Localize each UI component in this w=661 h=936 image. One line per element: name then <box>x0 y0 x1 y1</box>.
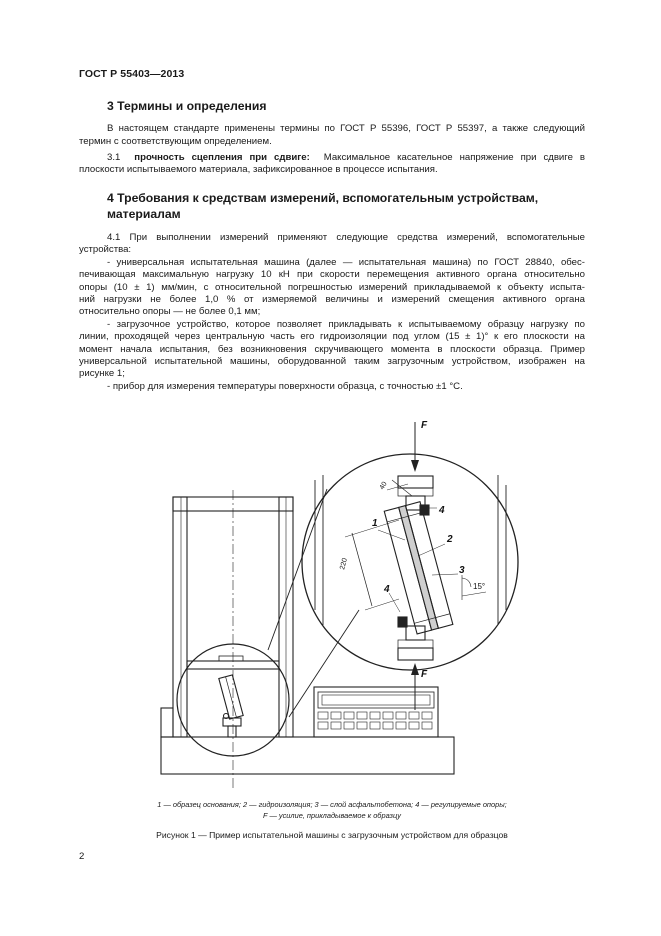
figure-title: Рисунок 1 — Пример испытательной машины с загрузочным устройством для образцов <box>156 830 508 840</box>
s4-line-11: универсальной испытательной машины, оборудованной таким загрузочным устройством, изображен на <box>79 356 585 367</box>
s4-line-5: опоры (10 ± 1) мм/мин, с относительной погрешностью измерений прикладываемой к объекту испыта- <box>79 282 585 293</box>
s4-line-10: момент начала испытания, без возникновения скручивающего момента в плоскости образца. Пример <box>79 344 585 355</box>
callout-2: 2 <box>447 534 453 545</box>
s4-line-1: 4.1 При выполнении измерений применяют следующие средства измерений, вспомогательные <box>107 232 585 243</box>
dim-220: 220 <box>339 557 349 571</box>
section-3-intro-line-1: В настоящем стандарте применены термины по ГОСТ Р 55396, ГОСТ Р 55397, а также следующий <box>107 123 585 134</box>
term-name: прочность сцепления при сдвиге: <box>134 152 310 163</box>
s4-line-12: рисунке 1; <box>79 368 125 379</box>
page-number: 2 <box>79 851 85 862</box>
force-label-top: F <box>421 420 428 431</box>
section-3-intro-line-2: термин с соответствующим определением. <box>79 136 272 147</box>
force-label-bottom: F <box>421 669 428 680</box>
dim-40: 40 <box>378 480 389 491</box>
document-header: ГОСТ Р 55403—2013 <box>79 68 185 80</box>
term-number: 3.1 <box>107 152 121 163</box>
machine-base <box>161 737 454 774</box>
s4-line-6: ний нагрузки не более 1,0 % от измеряемой величины и измерений смещения активного органа <box>79 294 585 305</box>
specimen-small <box>219 675 243 719</box>
term-definition-part-1: Максимальное касательное напряжение при сдвиге в <box>323 152 585 163</box>
term-3-1-line-2: плоскости испытываемого материала, зафиксированное в процессе испытания. <box>79 164 438 175</box>
legend-line-1: 1 — образец основания; 2 — гидроизоляция; 3 — слой асфальтобетона; 4 — регулируемые опоры; <box>157 800 507 809</box>
s4-line-9: линии, проходящей через центральную часть его гидроизоляции под углом (15 ± 1)° к его плоскости на <box>79 331 585 342</box>
s4-line-2: устройства: <box>79 244 132 255</box>
section-4-title-line-2: материалам <box>107 207 181 221</box>
s4-line-4: печивающая максимальную нагрузку 10 кН при скорости перемещения активного органа относительно <box>79 269 585 280</box>
callout-4-top: 4 <box>439 505 445 516</box>
callout-3: 3 <box>459 565 465 576</box>
s4-line-8: - загрузочное устройство, которое позволяет прикладывать к испытываемому образцу нагрузку по <box>107 319 585 330</box>
section-3-title: 3 Термины и определения <box>107 99 267 113</box>
s4-line-13: - прибор для измерения температуры поверхности образца, с точностью ±1 °C. <box>107 381 463 392</box>
frame-left-column <box>173 497 187 737</box>
callout-1: 1 <box>372 518 378 529</box>
angle-label: 15° <box>473 582 486 591</box>
s4-line-7: относительно опоры — не более 0,1 мм; <box>79 306 261 317</box>
legend-line-2: F — усилие, прикладываемое к образцу <box>263 811 401 820</box>
callout-4-bottom: 4 <box>384 584 390 595</box>
figure-legend <box>79 799 585 821</box>
section-4-title-line-1: 4 Требования к средствам измерений, вспомогательным устройствам, <box>107 191 539 205</box>
detail-view-circle <box>302 454 518 670</box>
machine-pedestal <box>161 708 173 737</box>
s4-line-3: - универсальная испытательная машина (далее — испытательная машина) по ГОСТ 28840, обес- <box>107 257 585 268</box>
